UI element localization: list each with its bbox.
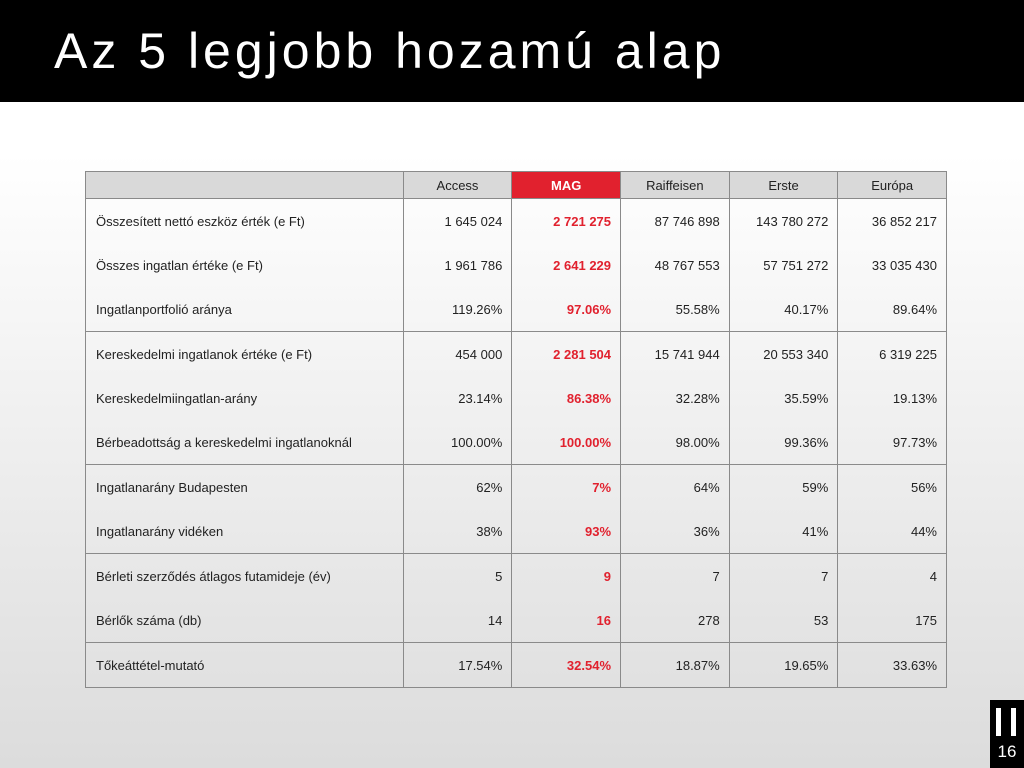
cell-raiffeisen: 36% [621, 509, 730, 554]
cell-access: 119.26% [403, 287, 512, 332]
cell-erste: 53 [729, 598, 838, 643]
row-label: Ingatlanportfolió aránya [86, 287, 404, 332]
column-header-erste: Erste [729, 172, 838, 199]
row-label: Összesített nettó eszköz érték (e Ft) [86, 199, 404, 244]
table-header-row [86, 172, 947, 199]
cell-access: 17.54% [403, 643, 512, 688]
cell-raiffeisen: 87 746 898 [621, 199, 730, 244]
cell-europa: 33.63% [838, 643, 947, 688]
cell-mag: 97.06% [512, 287, 621, 332]
cell-mag: 9 [512, 554, 621, 599]
cell-erste: 143 780 272 [729, 199, 838, 244]
cell-access: 23.14% [403, 376, 512, 420]
table-row [86, 332, 947, 377]
table-row [86, 465, 947, 510]
row-label: Bérlők száma (db) [86, 598, 404, 643]
cell-erste: 59% [729, 465, 838, 510]
column-header-europa: Európa [838, 172, 947, 199]
cell-erste: 99.36% [729, 420, 838, 465]
cell-raiffeisen: 15 741 944 [621, 332, 730, 377]
cell-access: 1 961 786 [403, 243, 512, 287]
cell-mag: 7% [512, 465, 621, 510]
row-label: Ingatlanarány vidéken [86, 509, 404, 554]
cell-raiffeisen: 55.58% [621, 287, 730, 332]
cell-europa: 36 852 217 [838, 199, 947, 244]
cell-mag: 2 641 229 [512, 243, 621, 287]
cell-erste: 35.59% [729, 376, 838, 420]
cell-access: 14 [403, 598, 512, 643]
cell-access: 100.00% [403, 420, 512, 465]
table-row [86, 643, 947, 688]
title-bar [0, 0, 1024, 102]
cell-europa: 19.13% [838, 376, 947, 420]
cell-erste: 20 553 340 [729, 332, 838, 377]
comparison-table [85, 171, 947, 688]
cell-europa: 175 [838, 598, 947, 643]
cell-europa: 56% [838, 465, 947, 510]
row-label: Bérleti szerződés átlagos futamideje (év) [86, 554, 404, 599]
column-header-mag: MAG [512, 172, 621, 199]
row-label: Kereskedelmi ingatlanok értéke (e Ft) [86, 332, 404, 377]
cell-mag: 100.00% [512, 420, 621, 465]
cell-access: 5 [403, 554, 512, 599]
cell-erste: 41% [729, 509, 838, 554]
cell-europa: 44% [838, 509, 947, 554]
cell-europa: 6 319 225 [838, 332, 947, 377]
cell-mag: 32.54% [512, 643, 621, 688]
table-row [86, 509, 947, 554]
row-label: Bérbeadottság a kereskedelmi ingatlanoknál [86, 420, 404, 465]
cell-mag: 86.38% [512, 376, 621, 420]
cell-europa: 97.73% [838, 420, 947, 465]
brand-logo [990, 700, 1024, 736]
slide-title: Az 5 legjobb hozamú alap [54, 23, 726, 79]
cell-mag: 93% [512, 509, 621, 554]
cell-raiffeisen: 64% [621, 465, 730, 510]
table-row [86, 554, 947, 599]
cell-raiffeisen: 32.28% [621, 376, 730, 420]
row-label: Kereskedelmiingatlan-arány [86, 376, 404, 420]
cell-raiffeisen: 98.00% [621, 420, 730, 465]
cell-raiffeisen: 278 [621, 598, 730, 643]
cell-mag: 2 281 504 [512, 332, 621, 377]
row-label: Tőkeáttétel-mutató [86, 643, 404, 688]
cell-access: 38% [403, 509, 512, 554]
table-row [86, 420, 947, 465]
cell-erste: 7 [729, 554, 838, 599]
table-row [86, 376, 947, 420]
cell-raiffeisen: 18.87% [621, 643, 730, 688]
table-row [86, 287, 947, 332]
cell-erste: 57 751 272 [729, 243, 838, 287]
table-row [86, 199, 947, 244]
cell-mag: 2 721 275 [512, 199, 621, 244]
cell-access: 62% [403, 465, 512, 510]
logo-stripe-left [996, 708, 1001, 736]
logo-stripe-right [1011, 708, 1016, 736]
cell-europa: 89.64% [838, 287, 947, 332]
table-row [86, 598, 947, 643]
cell-erste: 40.17% [729, 287, 838, 332]
cell-access: 1 645 024 [403, 199, 512, 244]
column-header-raiffeisen: Raiffeisen [621, 172, 730, 199]
cell-raiffeisen: 48 767 553 [621, 243, 730, 287]
cell-mag: 16 [512, 598, 621, 643]
page-number: 16 [990, 736, 1024, 768]
cell-access: 454 000 [403, 332, 512, 377]
cell-europa: 4 [838, 554, 947, 599]
row-label: Ingatlanarány Budapesten [86, 465, 404, 510]
header-corner-cell [86, 172, 404, 199]
table-row [86, 243, 947, 287]
cell-europa: 33 035 430 [838, 243, 947, 287]
column-header-access: Access [403, 172, 512, 199]
cell-erste: 19.65% [729, 643, 838, 688]
cell-raiffeisen: 7 [621, 554, 730, 599]
row-label: Összes ingatlan értéke (e Ft) [86, 243, 404, 287]
